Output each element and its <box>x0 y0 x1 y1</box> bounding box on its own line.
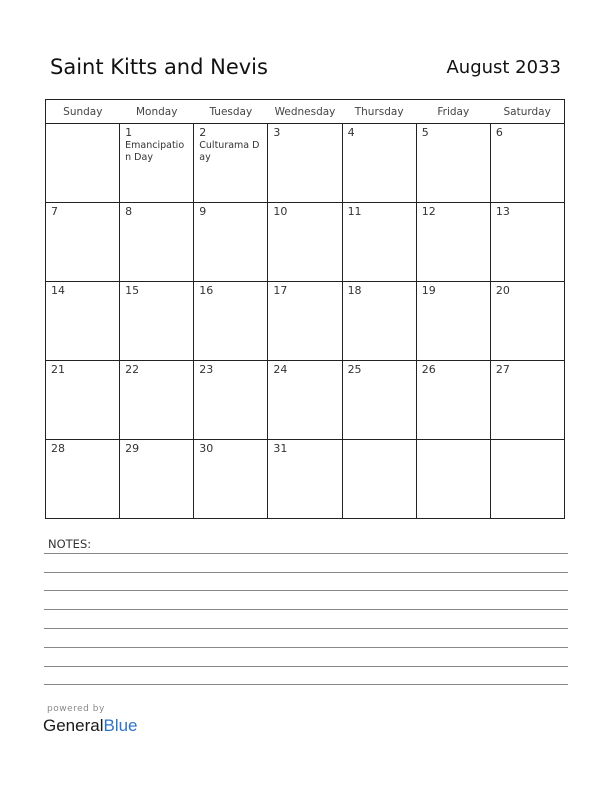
day-number: 31 <box>273 442 288 455</box>
day-number: 2 <box>199 126 207 139</box>
day-number: 27 <box>495 363 510 376</box>
weekday-friday: Friday <box>416 100 490 124</box>
logo-general-text: General <box>43 716 104 735</box>
calendar-day-cell <box>194 124 268 203</box>
day-number: 29 <box>125 442 140 455</box>
calendar-week-row <box>46 361 565 440</box>
calendar-day-cell <box>268 361 342 440</box>
calendar-day-cell <box>120 282 194 361</box>
calendar-day-cell <box>268 124 342 203</box>
day-number: 16 <box>199 284 214 297</box>
day-number: 10 <box>273 205 288 218</box>
calendar-day-cell <box>120 203 194 282</box>
calendar-body <box>46 124 565 519</box>
calendar-day-cell <box>342 124 416 203</box>
calendar-day-cell <box>490 440 564 519</box>
notes-label: NOTES: <box>48 537 92 551</box>
calendar-title: Saint Kitts and Nevis <box>50 55 268 79</box>
day-number: 24 <box>273 363 288 376</box>
calendar-day-cell <box>342 361 416 440</box>
calendar-day-cell <box>490 124 564 203</box>
day-number: 23 <box>199 363 214 376</box>
day-number: 12 <box>421 205 436 218</box>
calendar-day-cell <box>490 361 564 440</box>
notes-line <box>44 572 568 573</box>
calendar-day-cell <box>268 282 342 361</box>
day-number: 17 <box>273 284 288 297</box>
day-number: 6 <box>495 126 503 139</box>
calendar-day-cell <box>194 203 268 282</box>
calendar-day-cell <box>416 440 490 519</box>
calendar-day-cell <box>46 282 120 361</box>
weekday-monday: Monday <box>120 100 194 124</box>
day-number: 7 <box>51 205 58 218</box>
holiday-label: Emancipation Day <box>125 140 185 163</box>
day-number: 4 <box>347 126 355 139</box>
day-number: 8 <box>125 205 133 218</box>
calendar-week-row <box>46 282 565 361</box>
day-number: 21 <box>51 363 65 376</box>
weekday-wednesday: Wednesday <box>268 100 342 124</box>
weekday-thursday: Thursday <box>342 100 416 124</box>
calendar-day-cell <box>46 203 120 282</box>
calendar-month: August 2033 <box>446 57 561 78</box>
notes-line <box>44 628 568 629</box>
notes-line <box>44 647 568 648</box>
day-number: 9 <box>199 205 207 218</box>
day-number: 19 <box>421 284 436 297</box>
calendar-grid <box>45 99 565 519</box>
calendar-day-cell <box>490 203 564 282</box>
calendar-day-cell <box>342 203 416 282</box>
day-number: 28 <box>51 442 65 455</box>
calendar-day-cell <box>268 440 342 519</box>
calendar-day-cell <box>120 440 194 519</box>
notes-line <box>44 590 568 591</box>
holiday-label: Culturama Day <box>199 140 260 163</box>
calendar-day-cell <box>416 361 490 440</box>
calendar-day-cell <box>120 124 194 203</box>
day-number: 30 <box>199 442 214 455</box>
notes-line <box>44 553 568 554</box>
calendar-day-cell <box>194 282 268 361</box>
calendar-day-cell <box>342 282 416 361</box>
day-number: 18 <box>347 284 362 297</box>
calendar-week-row <box>46 203 565 282</box>
calendar-day-cell <box>194 440 268 519</box>
weekday-sunday: Sunday <box>46 100 120 124</box>
calendar-day-cell <box>416 124 490 203</box>
logo-blue-text: Blue <box>103 716 138 735</box>
day-number: 11 <box>347 205 362 218</box>
day-number: 25 <box>347 363 362 376</box>
day-number: 14 <box>51 284 65 297</box>
calendar-day-cell <box>46 361 120 440</box>
day-number: 1 <box>125 126 133 139</box>
day-number: 22 <box>125 363 140 376</box>
calendar-week-row <box>46 124 565 203</box>
calendar-day-cell <box>490 282 564 361</box>
calendar-day-cell <box>46 124 120 203</box>
day-number: 3 <box>273 126 281 139</box>
day-number: 13 <box>495 205 510 218</box>
notes-line <box>44 684 568 685</box>
weekday-header-row <box>46 100 565 124</box>
powered-by-text: powered by <box>47 704 105 714</box>
calendar-day-cell <box>268 203 342 282</box>
calendar-day-cell <box>46 440 120 519</box>
calendar-day-cell <box>416 203 490 282</box>
day-number: 26 <box>421 363 436 376</box>
calendar-day-cell <box>194 361 268 440</box>
day-number: 5 <box>421 126 429 139</box>
generalblue-logo <box>43 716 138 736</box>
day-number: 15 <box>125 284 140 297</box>
weekday-saturday: Saturday <box>490 100 564 124</box>
calendar-day-cell <box>120 361 194 440</box>
notes-line <box>44 666 568 667</box>
calendar-day-cell <box>342 440 416 519</box>
weekday-tuesday: Tuesday <box>194 100 268 124</box>
calendar-day-cell <box>416 282 490 361</box>
day-number: 20 <box>495 284 510 297</box>
calendar-week-row <box>46 440 565 519</box>
notes-line <box>44 609 568 610</box>
